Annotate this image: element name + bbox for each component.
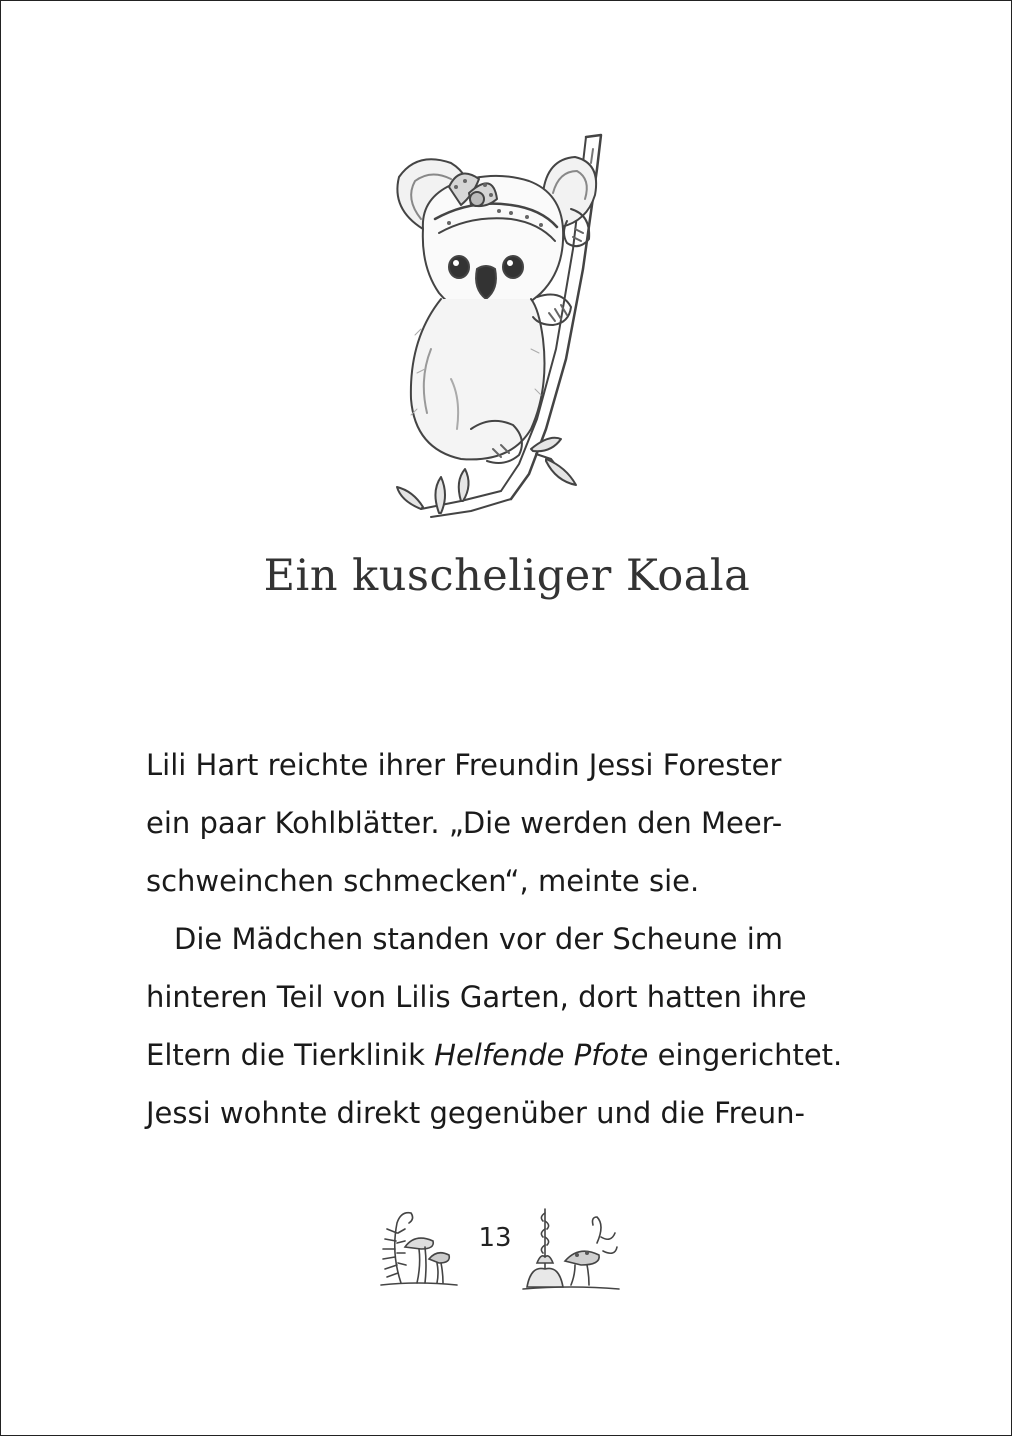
text-line: hinteren Teil von Lilis Garten, dort hatten ihre <box>146 980 807 1014</box>
text-segment: Eltern die Tierklinik <box>146 1038 435 1072</box>
text-line: schweinchen schmecken“, meinte sie. <box>146 864 700 898</box>
page-number: 13 <box>478 1223 512 1253</box>
chapter-title: Ein kuscheliger Koala <box>263 551 751 601</box>
body-text <box>146 736 866 1142</box>
text-line <box>146 1026 866 1084</box>
clinic-name: Helfende Pfote <box>434 1038 649 1072</box>
text-line: ein paar Kohlblätter. „Die werden den Meer- <box>146 806 783 840</box>
foxglove-mushroom-ornament-icon <box>519 1203 623 1291</box>
koala-illustration <box>361 129 621 524</box>
page-footer <box>1 1201 1012 1296</box>
fern-mushroom-ornament-icon <box>371 1203 463 1289</box>
text-line: Lili Hart reichte ihrer Freundin Jessi Forester <box>146 748 782 782</box>
text-line: Jessi wohnte direkt gegenüber und die Freun- <box>146 1096 805 1130</box>
text-line: Die Mädchen standen vor der Scheune im <box>174 922 784 956</box>
text-segment: eingerichtet. <box>648 1038 843 1072</box>
